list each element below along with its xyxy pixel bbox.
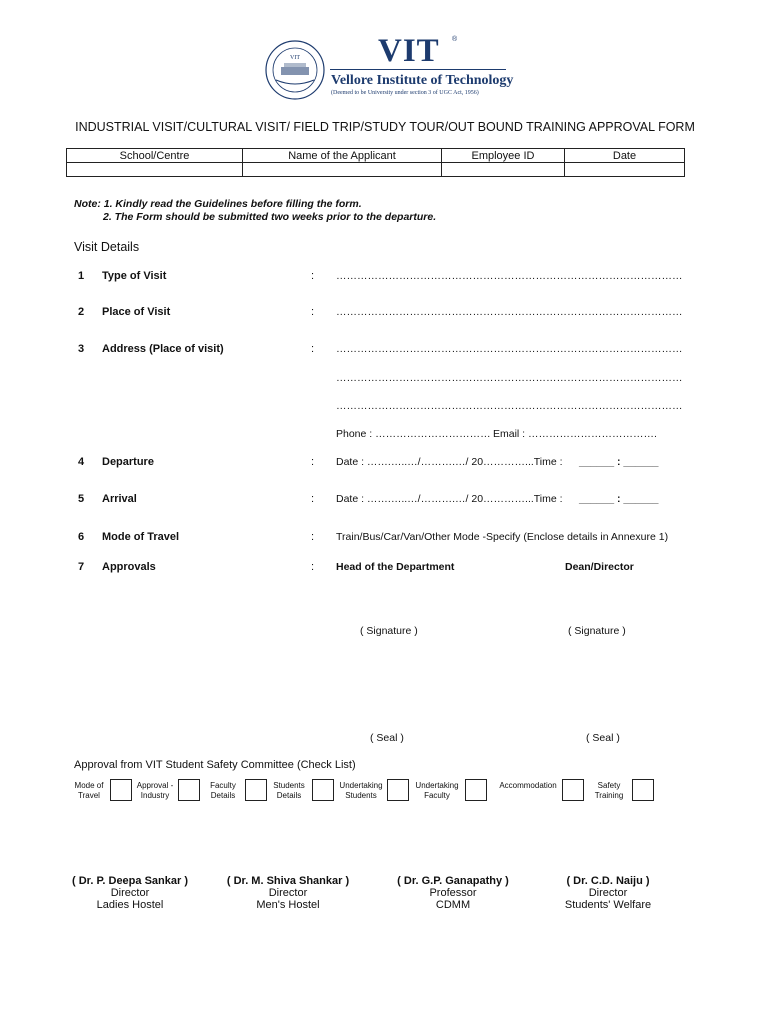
dean-director-label: Dean/Director xyxy=(565,561,634,573)
note-line-1: Note: 1. Kindly read the Guidelines before filling the form. xyxy=(74,198,362,210)
item-label: Approvals xyxy=(102,561,156,573)
mode-of-travel-field[interactable]: Train/Bus/Car/Van/Other Mode -Specify (Enclose details in Annexure 1) xyxy=(336,531,669,543)
signatory-naiju xyxy=(543,875,673,911)
cell-employee-id[interactable] xyxy=(442,163,565,177)
checkbox-safety-training[interactable] xyxy=(632,779,654,801)
col-employee-id: Employee ID xyxy=(442,149,565,163)
signatory-name: ( Dr. C.D. Naiju ) xyxy=(566,875,650,887)
signatory-title: Director xyxy=(110,887,150,899)
hod-seal-label: ( Seal ) xyxy=(370,732,404,744)
arrival-time-field[interactable]: ______ : ______ xyxy=(579,493,659,505)
phone-field[interactable]: Phone : …………………………… xyxy=(336,428,491,440)
checkbox-faculty-details[interactable] xyxy=(245,779,267,801)
table-header-row xyxy=(67,149,685,163)
brand-subtitle: (Deemed to be University under section 3 of UGC Act, 1956) xyxy=(331,90,479,96)
item-number: 2 xyxy=(78,306,85,318)
checklist-title: Approval from VIT Student Safety Committee (Check List) xyxy=(74,759,356,771)
signatory-name: ( Dr. G.P. Ganapathy ) xyxy=(397,875,509,887)
cell-date[interactable] xyxy=(565,163,685,177)
signatory-dept: CDMM xyxy=(435,899,471,911)
item-label: Arrival xyxy=(102,493,137,505)
note-line-2: 2. The Form should be submitted two weeks prior to the departure. xyxy=(103,211,437,223)
checklist-label-students-details: Students Details xyxy=(273,781,305,800)
item-colon: : xyxy=(311,561,315,573)
checkbox-undertaking-students[interactable] xyxy=(387,779,409,801)
item-number: 4 xyxy=(78,456,85,468)
col-date: Date xyxy=(565,149,685,163)
checkbox-students-details[interactable] xyxy=(312,779,334,801)
item-number: 6 xyxy=(78,531,85,543)
checkbox-accommodation[interactable] xyxy=(562,779,584,801)
departure-date-field[interactable]: Date : …….…..…/……….…/ 20…………...Time : xyxy=(336,456,563,468)
dean-seal-label: ( Seal ) xyxy=(586,732,620,744)
item-label: Mode of Travel xyxy=(102,531,180,543)
item-label: Address (Place of visit) xyxy=(102,343,224,355)
item-colon: : xyxy=(311,531,315,543)
seal-text: VIT xyxy=(290,55,300,61)
checklist-label-undertaking-students: Undertaking Students xyxy=(339,781,383,800)
signatory-shiva-shankar xyxy=(214,875,362,911)
checklist-label-undertaking-faculty: Undertaking Faculty xyxy=(415,781,459,800)
signatory-deepa-sankar xyxy=(58,875,202,911)
item-colon: : xyxy=(311,456,315,468)
address-field-line-2[interactable]: ……………………………………………………………………………………… xyxy=(336,372,683,384)
item-number: 5 xyxy=(78,493,85,505)
cell-school[interactable] xyxy=(67,163,243,177)
signatory-dept: Men's Hostel xyxy=(256,899,320,911)
brand-title: VIT xyxy=(378,33,440,69)
checklist-label-approval-industry: Approval - Industry xyxy=(136,781,174,800)
col-school: School/Centre xyxy=(67,149,243,163)
head-of-department-label: Head of the Department xyxy=(336,561,455,573)
item-colon: : xyxy=(311,306,315,318)
signatory-title: Professor xyxy=(429,887,477,899)
col-applicant: Name of the Applicant xyxy=(243,149,442,163)
item-number: 7 xyxy=(78,561,85,573)
item-label: Departure xyxy=(102,456,154,468)
registered-mark: ® xyxy=(452,36,458,43)
item-colon: : xyxy=(311,343,315,355)
hod-signature-label: ( Signature ) xyxy=(360,625,418,637)
signatory-name: ( Dr. P. Deepa Sankar ) xyxy=(72,875,188,887)
departure-time-field[interactable]: ______ : ______ xyxy=(579,456,659,468)
cell-applicant[interactable] xyxy=(243,163,442,177)
vit-seal-logo xyxy=(264,40,326,100)
item-number: 3 xyxy=(78,343,85,355)
checkbox-undertaking-faculty[interactable] xyxy=(465,779,487,801)
section-title: Visit Details xyxy=(74,240,140,254)
checklist-label-mode-of-travel: Mode of Travel xyxy=(74,781,104,800)
place-of-visit-field[interactable]: ……………………………………………………………………………………… xyxy=(336,306,683,318)
signatory-dept: Students' Welfare xyxy=(564,899,652,911)
table-row xyxy=(67,163,685,177)
form-title: INDUSTRIAL VISIT/CULTURAL VISIT/ FIELD TRIP/STUDY TOUR/OUT BOUND TRAINING APPROVAL FORM xyxy=(75,120,695,134)
checklist-label-faculty-details: Faculty Details xyxy=(210,781,236,800)
signatory-ganapathy xyxy=(380,875,526,911)
item-label: Type of Visit xyxy=(102,270,167,282)
checklist-label-safety-training: Safety Training xyxy=(594,781,624,800)
dean-signature-label: ( Signature ) xyxy=(568,625,626,637)
type-of-visit-field[interactable]: ……………………………………………………………………………………… xyxy=(336,270,683,282)
signatory-title: Director xyxy=(268,887,308,899)
item-colon: : xyxy=(311,493,315,505)
checklist-label-accommodation: Accommodation xyxy=(499,781,557,790)
item-label: Place of Visit xyxy=(102,306,171,318)
item-number: 1 xyxy=(78,270,85,282)
brand-divider xyxy=(330,69,506,70)
checkbox-approval-industry[interactable] xyxy=(178,779,200,801)
applicant-table xyxy=(66,148,685,177)
item-colon: : xyxy=(311,270,315,282)
email-field[interactable]: Email : ………………………………. xyxy=(493,428,657,440)
checkbox-mode-of-travel[interactable] xyxy=(110,779,132,801)
signatory-dept: Ladies Hostel xyxy=(96,899,164,911)
arrival-date-field[interactable]: Date : …….…..…/……….…/ 20…………...Time : xyxy=(336,493,563,505)
signatory-name: ( Dr. M. Shiva Shankar ) xyxy=(226,875,350,887)
signatory-title: Director xyxy=(588,887,628,899)
brand-name: Vellore Institute of Technology xyxy=(331,73,514,88)
address-field-line-1[interactable]: ……………………………………………………………………………………… xyxy=(336,343,683,355)
address-field-line-3[interactable]: ……………………………………………………………………………………… xyxy=(336,400,683,412)
